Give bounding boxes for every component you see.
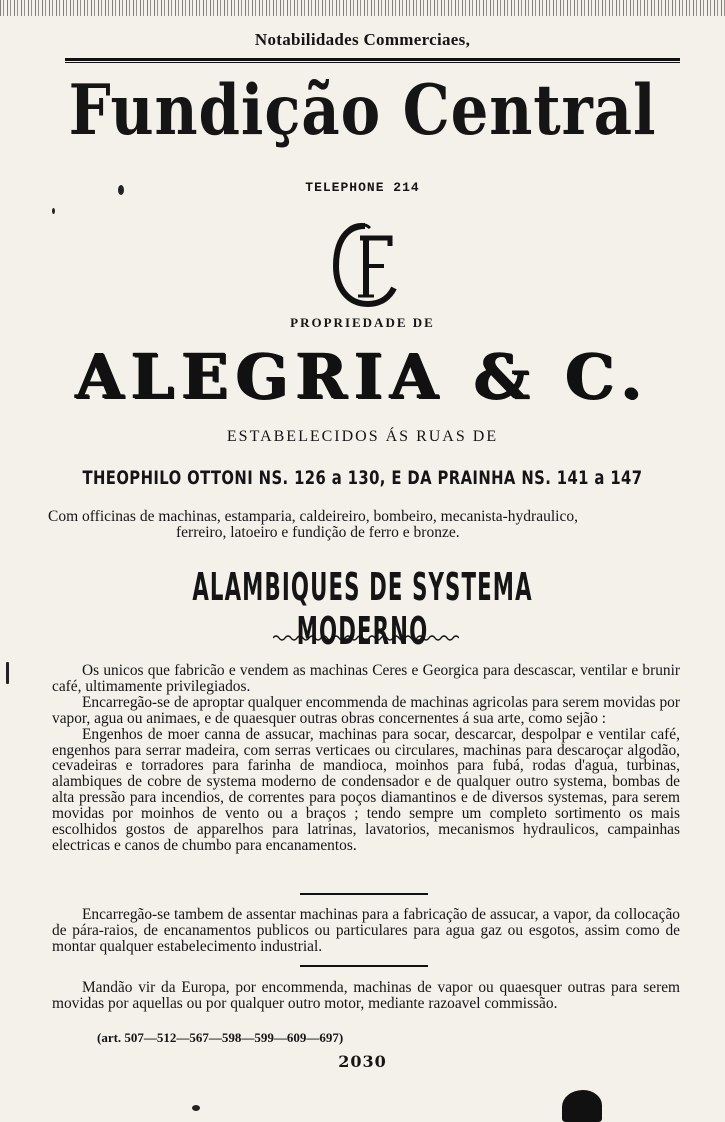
company-name [0,340,725,413]
estabelecidos-label: ESTABELECIDOS ÁS RUAS DE [226,428,499,445]
paragraph-encommenda: Encarregão-se de aproptar qualquer encommenda de machinas agricolas para serem movidas por vapor, agua ou animaes, e de quaesquer outras obras concernentes á sua arte, como sejão : [52,693,680,727]
ad-number: 2030 [338,1052,387,1071]
telephone-line: TELEPHONE 214 [305,180,420,195]
section-header: Notabilidades Commerciaes, [254,30,471,49]
paragraph-unicos: Os unicos que fabricão e vendem as machinas Ceres e Georgica para descascar, ventilar e brunir café, ultimamente privilegiados. [52,662,680,695]
main-text-block [52,663,680,854]
ink-speck [52,208,55,214]
officinas-line-2: ferreiro, latoeiro e fundição de ferro e bronze. [176,524,460,541]
paragraph-assentar: Encarregão-se tambem de assentar machinas para a fabricação de assucar, a vapor, da collocação de pára-raios, de encanamentos publicos ou particulares para agua gaz ou esgotos, assim como de montar qualquer estabelecimento industrial. [52,906,680,955]
assentar-text-block [52,907,680,955]
scan-noise [0,0,725,16]
address-line: THEOPHILO OTTONI NS. 126 a 130, E DA PRAINHA NS. 141 a 147 [82,467,643,489]
officinas-line-1: Com officinas de machinas, estamparia, caldeireiro, bombeiro, mecanista-hydraulico, [48,508,578,525]
ink-blot [562,1090,602,1122]
fc-monogram-icon [330,218,400,310]
company-name-text: ALEGRIA & C. [75,340,650,413]
propriedade-label: PROPRIEDADE DE [290,315,435,330]
page-title: Fundição Central [68,70,657,151]
ink-speck [6,662,9,684]
paragraph-engenhos: Engenhos de moer canna de assucar, machinas para socar, descarcar, despolpar e ventilar café, engenhos para serrar madeira, com serras verticaes ou circulares, machinas para descaroçar algodão, cevadeiras e torradores para farinha de mandioca, moinhos para fubá, rodas d'agua, turbinas, alambiques de cobre de systema moderno de condensador e de qualquer outro systema, bombas de alta pressão para incendios, de correntes para poços diamantinos e de diversos systemas, para serem movidas por moinhos de vento ou a braços ; tendo sempre um completo sortimento os mais escolhidos gostos de apparelhos para latrinas, lavatorios, mecanismos hydraulicos, campainhas electricas e canos de chumbo para encanamentos. [52,725,680,854]
header-rule [65,58,680,63]
wavy-divider [273,634,459,642]
paragraph-europa: Mandão vir da Europa, por encommenda, machinas de vapor ou quaesquer outras para serem movidas por aquellas ou por qualquer outro motor, mediante razoavel commissão. [52,979,680,1012]
officinas-text [48,509,688,541]
ink-speck [118,185,124,195]
divider-rule [300,965,428,967]
ink-speck [192,1105,200,1111]
europa-text-block [52,980,680,1012]
article-references: (art. 507—512—567—598—599—609—697) [97,1030,344,1045]
divider-rule [300,893,428,895]
alambiques-heading: ALAMBIQUES DE SYSTEMA MODERNO [192,565,533,653]
